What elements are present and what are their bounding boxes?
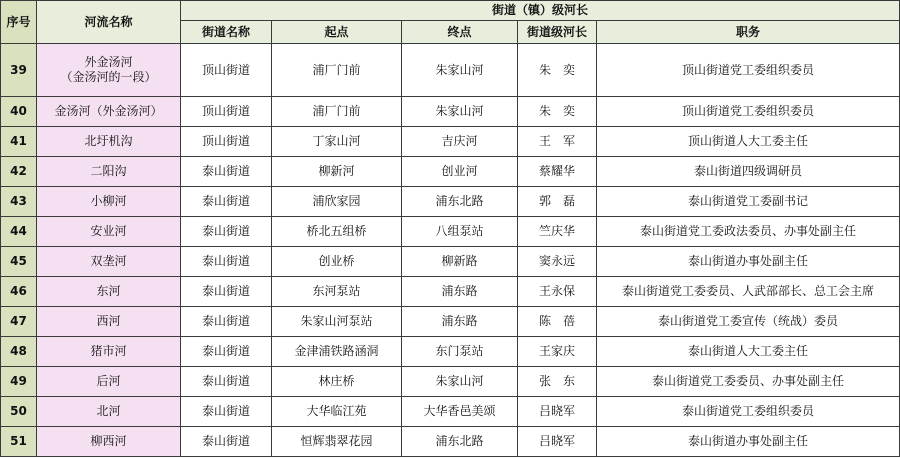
row-position: 泰山街道党工委副书记 [597,187,900,217]
row-end-point: 创业河 [402,157,518,187]
row-position: 顶山街道人大工委主任 [597,127,900,157]
row-river-name: 柳西河 [37,427,181,457]
row-seq: 39 [1,44,37,97]
row-position: 泰山街道党工委政法委员、办事处副主任 [597,217,900,247]
row-street-chief: 王家庆 [518,337,597,367]
row-start-point: 丁家山河 [272,127,402,157]
row-street-chief: 郭 磊 [518,187,597,217]
row-position: 泰山街道党工委宣传（统战）委员 [597,307,900,337]
header-street-chief: 街道级河长 [518,21,597,44]
row-river-name: 西河 [37,307,181,337]
row-start-point: 恒辉翡翠花园 [272,427,402,457]
table-row [1,427,900,457]
row-end-point: 大华香邑美颂 [402,397,518,427]
row-street-chief: 吕晓军 [518,397,597,427]
row-seq: 49 [1,367,37,397]
header-end-point: 终点 [402,21,518,44]
table-header [1,1,900,44]
row-river-name: 北河 [37,397,181,427]
row-street-name: 泰山街道 [181,217,272,247]
row-street-name: 顶山街道 [181,97,272,127]
row-start-point: 桥北五组桥 [272,217,402,247]
row-start-point: 东河泵站 [272,277,402,307]
row-start-point: 浦欣家园 [272,187,402,217]
row-start-point: 柳新河 [272,157,402,187]
row-start-point: 浦厂门前 [272,44,402,97]
header-street-name: 街道名称 [181,21,272,44]
row-end-point: 浦东路 [402,277,518,307]
row-end-point: 朱家山河 [402,367,518,397]
row-street-chief: 窦永远 [518,247,597,277]
header-river-name: 河流名称 [37,1,181,44]
row-position: 泰山街道党工委委员、办事处副主任 [597,367,900,397]
header-seq: 序号 [1,1,37,44]
row-street-name: 泰山街道 [181,367,272,397]
table-row [1,397,900,427]
row-seq: 43 [1,187,37,217]
row-end-point: 朱家山河 [402,44,518,97]
table-row [1,187,900,217]
row-position: 泰山街道党工委组织委员 [597,397,900,427]
row-street-name: 泰山街道 [181,337,272,367]
row-seq: 48 [1,337,37,367]
row-street-name: 顶山街道 [181,44,272,97]
row-street-chief: 朱 奕 [518,97,597,127]
row-river-name: 安业河 [37,217,181,247]
row-river-name: 双垄河 [37,247,181,277]
row-end-point: 浦东路 [402,307,518,337]
row-street-name: 泰山街道 [181,427,272,457]
table-row [1,337,900,367]
row-seq: 42 [1,157,37,187]
table-row [1,127,900,157]
table-row [1,97,900,127]
row-seq: 40 [1,97,37,127]
row-street-name: 泰山街道 [181,277,272,307]
table-row [1,277,900,307]
row-river-name: 猪市河 [37,337,181,367]
row-position: 顶山街道党工委组织委员 [597,97,900,127]
row-end-point: 东门泵站 [402,337,518,367]
row-end-point: 浦东北路 [402,187,518,217]
table-body [1,44,900,457]
table-row [1,307,900,337]
row-position: 泰山街道办事处副主任 [597,247,900,277]
table-row [1,44,900,97]
row-position: 顶山街道党工委组织委员 [597,44,900,97]
row-position: 泰山街道党工委委员、人武部部长、总工会主席 [597,277,900,307]
table-row [1,217,900,247]
row-start-point: 金津浦铁路涵洞 [272,337,402,367]
table-row [1,367,900,397]
row-street-name: 泰山街道 [181,247,272,277]
header-street-level-chief: 街道（镇）级河长 [181,1,900,21]
row-street-chief: 竺庆华 [518,217,597,247]
row-street-name: 顶山街道 [181,127,272,157]
header-start-point: 起点 [272,21,402,44]
row-river-name: 东河 [37,277,181,307]
row-river-name: 金汤河（外金汤河） [37,97,181,127]
row-end-point: 柳新路 [402,247,518,277]
row-start-point: 朱家山河泵站 [272,307,402,337]
row-seq: 47 [1,307,37,337]
row-street-name: 泰山街道 [181,307,272,337]
row-street-chief: 王 军 [518,127,597,157]
header-position: 职务 [597,21,900,44]
row-seq: 46 [1,277,37,307]
row-start-point: 浦厂门前 [272,97,402,127]
row-end-point: 浦东北路 [402,427,518,457]
row-street-chief: 朱 奕 [518,44,597,97]
table-row [1,157,900,187]
row-end-point: 朱家山河 [402,97,518,127]
row-street-chief: 张 东 [518,367,597,397]
row-street-chief: 王永保 [518,277,597,307]
row-street-chief: 陈 蓓 [518,307,597,337]
row-street-chief: 吕晓军 [518,427,597,457]
row-seq: 51 [1,427,37,457]
row-start-point: 大华临江苑 [272,397,402,427]
row-street-chief: 蔡耀华 [518,157,597,187]
row-seq: 45 [1,247,37,277]
row-street-name: 泰山街道 [181,397,272,427]
row-river-name: 外金汤河 （金汤河的一段） [37,44,181,97]
row-street-name: 泰山街道 [181,187,272,217]
row-start-point: 林庄桥 [272,367,402,397]
row-position: 泰山街道人大工委主任 [597,337,900,367]
row-river-name: 后河 [37,367,181,397]
row-seq: 41 [1,127,37,157]
row-end-point: 八组泵站 [402,217,518,247]
row-seq: 50 [1,397,37,427]
row-street-name: 泰山街道 [181,157,272,187]
row-river-name: 小柳河 [37,187,181,217]
row-position: 泰山街道办事处副主任 [597,427,900,457]
row-end-point: 吉庆河 [402,127,518,157]
row-river-name: 北圩机沟 [37,127,181,157]
row-start-point: 创业桥 [272,247,402,277]
row-seq: 44 [1,217,37,247]
row-river-name: 二阳沟 [37,157,181,187]
table-row [1,247,900,277]
row-position: 泰山街道四级调研员 [597,157,900,187]
